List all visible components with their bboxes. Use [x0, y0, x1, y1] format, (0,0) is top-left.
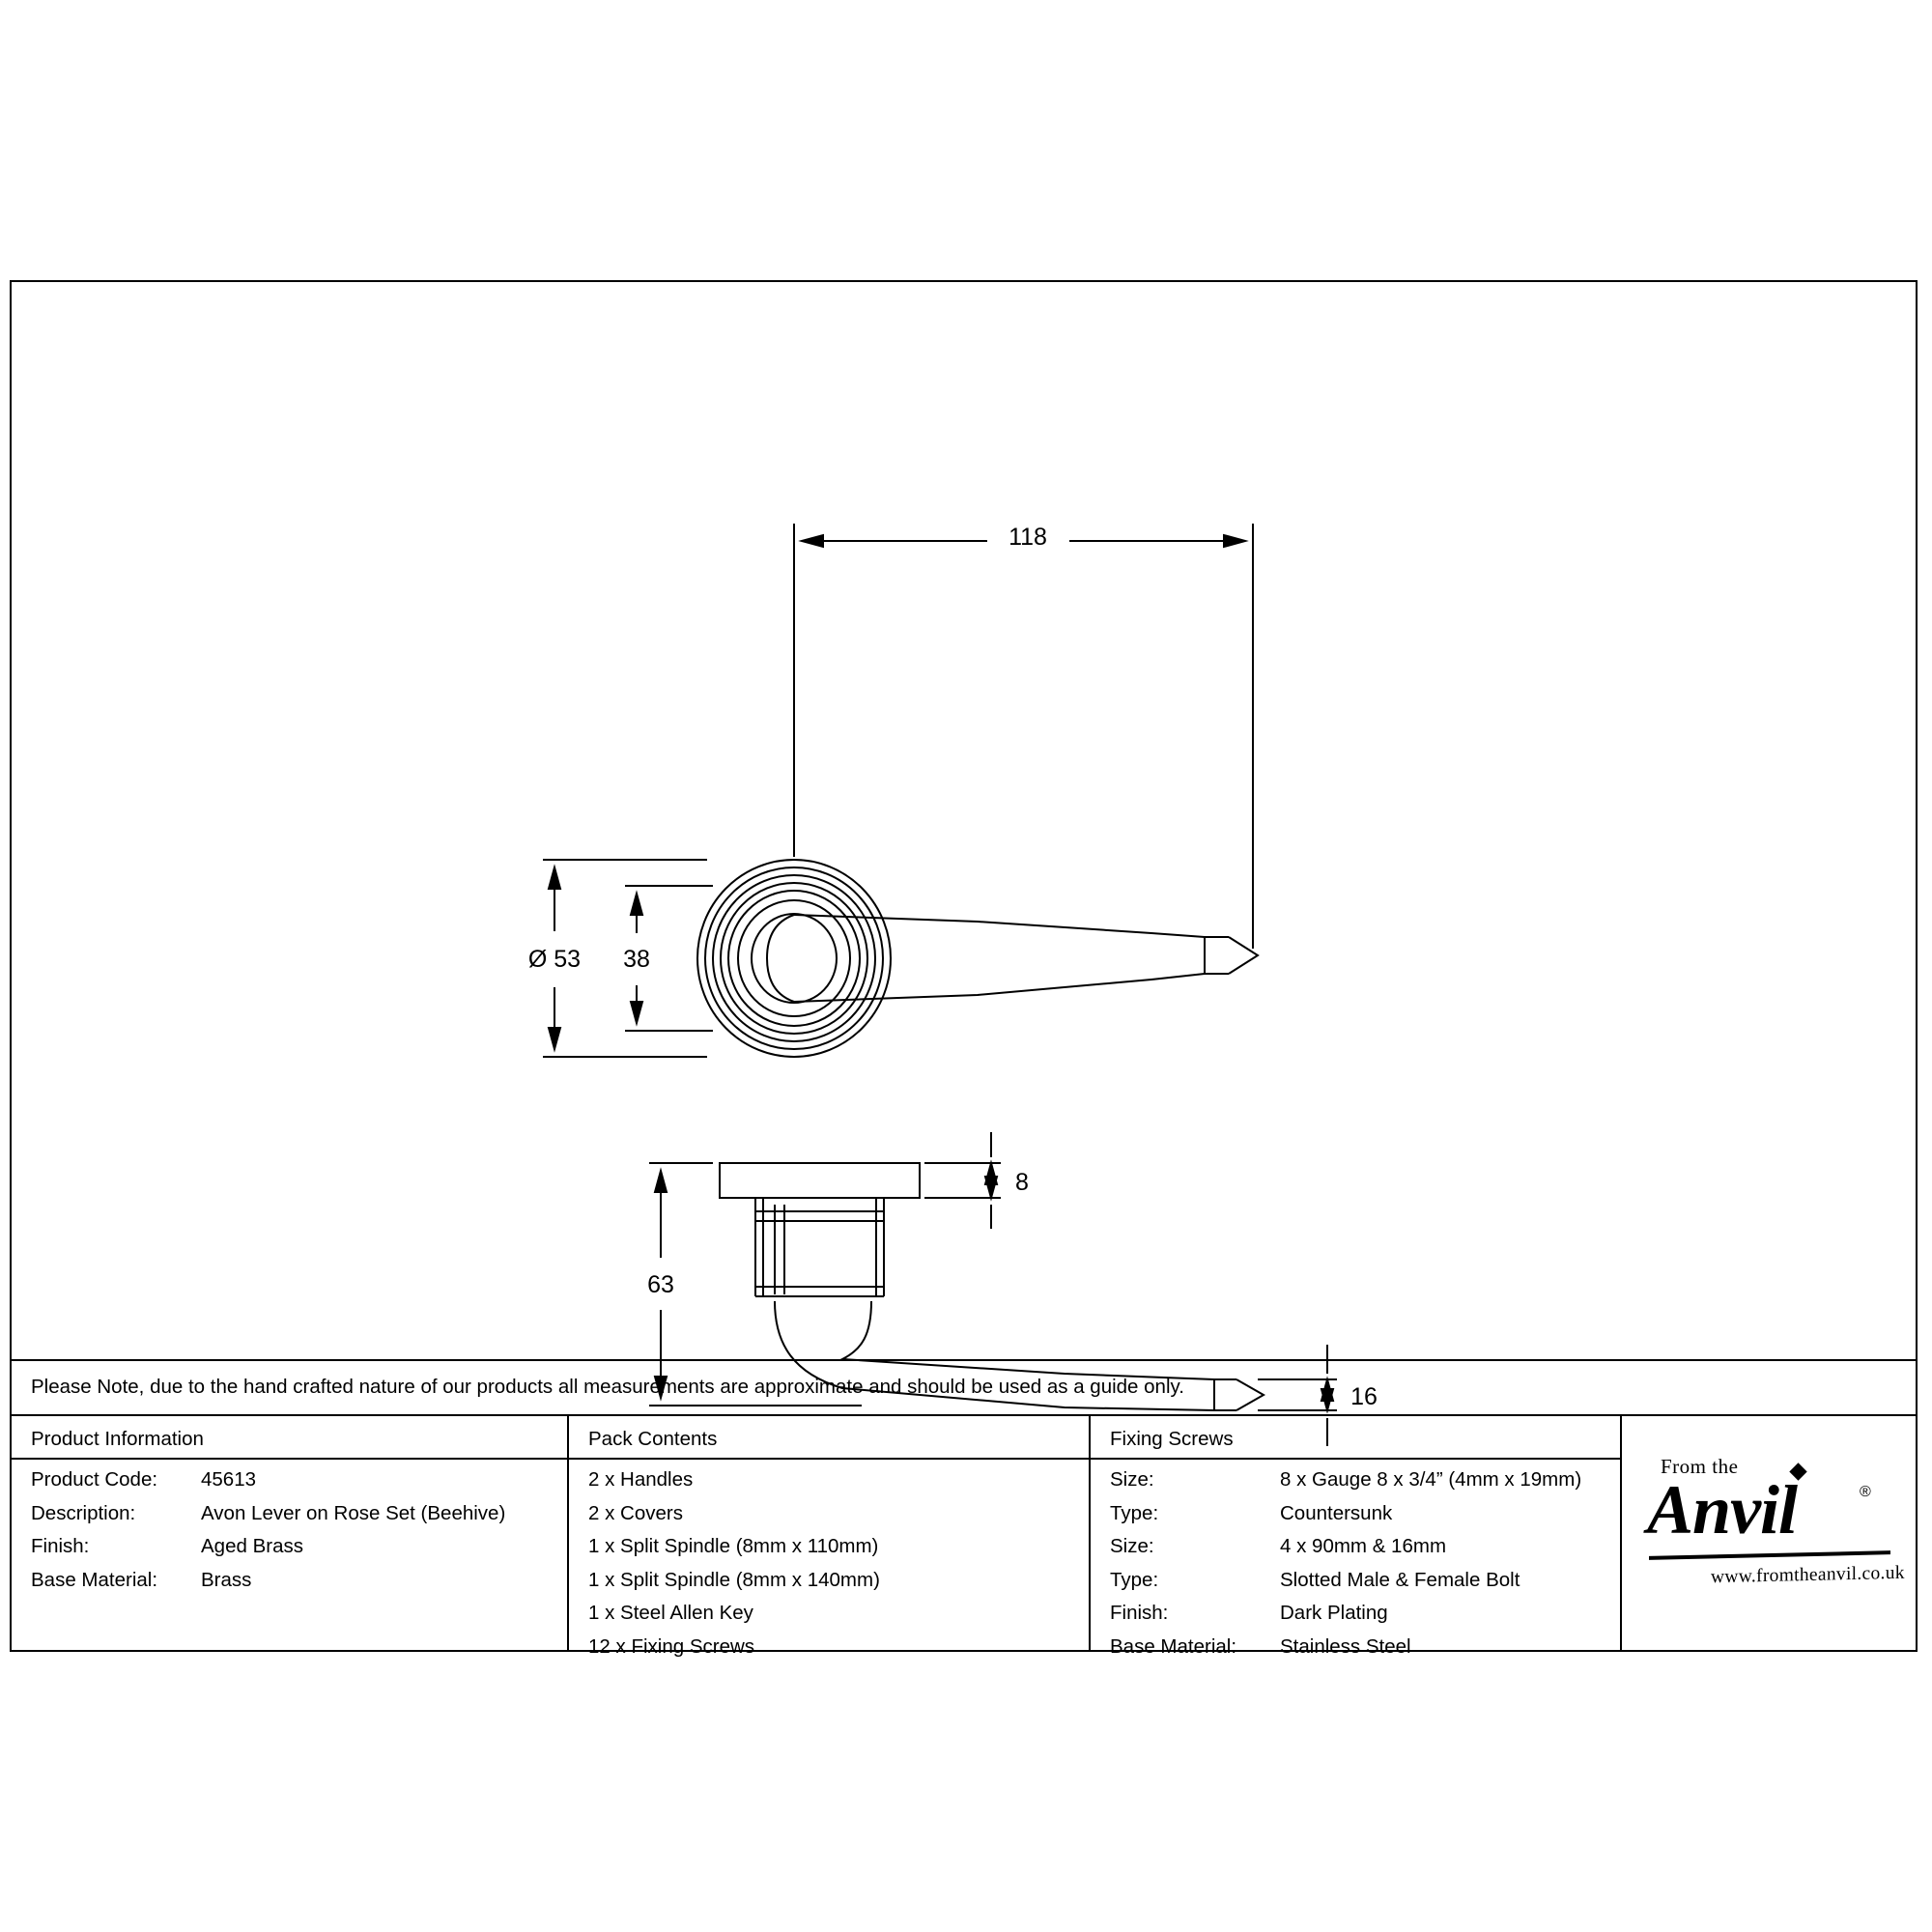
list-item: 2 x Covers — [588, 1501, 683, 1524]
from-the-anvil-logo — [1639, 1449, 1905, 1618]
base-material-label: Base Material: — [31, 1568, 158, 1591]
list-item: 1 x Split Spindle (8mm x 110mm) — [588, 1535, 879, 1557]
list-item: 12 x Fixing Screws — [588, 1634, 755, 1658]
dim-diameter-label: Ø 53 — [527, 946, 582, 973]
screw-finish-value: Dark Plating — [1280, 1602, 1388, 1624]
logo-from-the-text: From the — [1661, 1455, 1739, 1478]
product-information-column — [12, 1416, 567, 1652]
dim-63-label: 63 — [647, 1271, 674, 1298]
table-row — [31, 1569, 561, 1603]
table-row — [31, 1468, 561, 1502]
list-item: 1 x Steel Allen Key — [588, 1602, 753, 1624]
technical-drawing-sheet — [10, 280, 1918, 1658]
finish-value: Aged Brass — [201, 1535, 303, 1557]
list-item: 1 x Split Spindle (8mm x 140mm) — [588, 1568, 880, 1591]
table-row — [31, 1535, 561, 1569]
divider — [12, 1458, 567, 1460]
description-label: Description: — [31, 1501, 136, 1524]
measurement-note: Please Note, due to the hand crafted nature of our products all measurements are approximate and should be used as a guide only. — [31, 1376, 1184, 1398]
dim-38-label: 38 — [623, 946, 650, 973]
table-row — [31, 1502, 561, 1536]
table-row — [1110, 1602, 1614, 1635]
table-row — [1110, 1502, 1614, 1536]
logo-website-url: www.fromtheanvil.co.uk — [1711, 1562, 1905, 1588]
pack-contents-column — [567, 1416, 1089, 1658]
screw-base-material-value: Stainless Steel — [1280, 1634, 1411, 1658]
screw-type-label-1: Type: — [1110, 1501, 1159, 1524]
measurement-note-row — [12, 1359, 1916, 1414]
base-material-value: Brass — [201, 1568, 252, 1591]
divider — [569, 1458, 1089, 1460]
fixing-screws-title: Fixing Screws — [1110, 1428, 1234, 1450]
product-code-label: Product Code: — [31, 1468, 158, 1491]
table-row — [1110, 1635, 1614, 1669]
logo-underline — [1649, 1550, 1890, 1560]
brand-logo-column — [1620, 1416, 1916, 1652]
dim-8-label: 8 — [1015, 1169, 1029, 1196]
description-value: Avon Lever on Rose Set (Beehive) — [201, 1501, 506, 1524]
info-table — [12, 1414, 1916, 1658]
dim-16-label: 16 — [1350, 1383, 1378, 1410]
screw-type-value-1: Countersunk — [1280, 1501, 1393, 1524]
finish-label: Finish: — [31, 1535, 90, 1557]
dim-118-label: 118 — [1009, 524, 1047, 551]
registered-trademark-icon: ® — [1860, 1484, 1871, 1500]
screw-base-material-label: Base Material: — [1110, 1634, 1237, 1658]
pack-contents-title: Pack Contents — [588, 1428, 718, 1450]
table-row — [1110, 1569, 1614, 1603]
screw-type-label-2: Type: — [1110, 1568, 1159, 1591]
dim-rose-thickness — [924, 1132, 1043, 1229]
table-row — [1110, 1468, 1614, 1502]
list-item: 2 x Handles — [588, 1468, 694, 1491]
product-code-value: 45613 — [201, 1468, 257, 1491]
logo-anvil-text: Anvil — [1647, 1471, 1798, 1548]
table-row — [1110, 1535, 1614, 1569]
screw-size-value-1: 8 x Gauge 8 x 3/4” (4mm x 19mm) — [1280, 1468, 1582, 1491]
dim-overall-length — [794, 522, 1253, 949]
screw-size-value-2: 4 x 90mm & 16mm — [1280, 1535, 1447, 1557]
screw-finish-label: Finish: — [1110, 1602, 1169, 1624]
front-view — [697, 860, 1258, 1057]
product-information-title: Product Information — [31, 1428, 204, 1450]
screw-size-label-1: Size: — [1110, 1468, 1154, 1491]
screw-type-value-2: Slotted Male & Female Bolt — [1280, 1568, 1520, 1591]
divider — [1091, 1458, 1620, 1460]
screw-size-label-2: Size: — [1110, 1535, 1154, 1557]
fixing-screws-column — [1089, 1416, 1620, 1658]
